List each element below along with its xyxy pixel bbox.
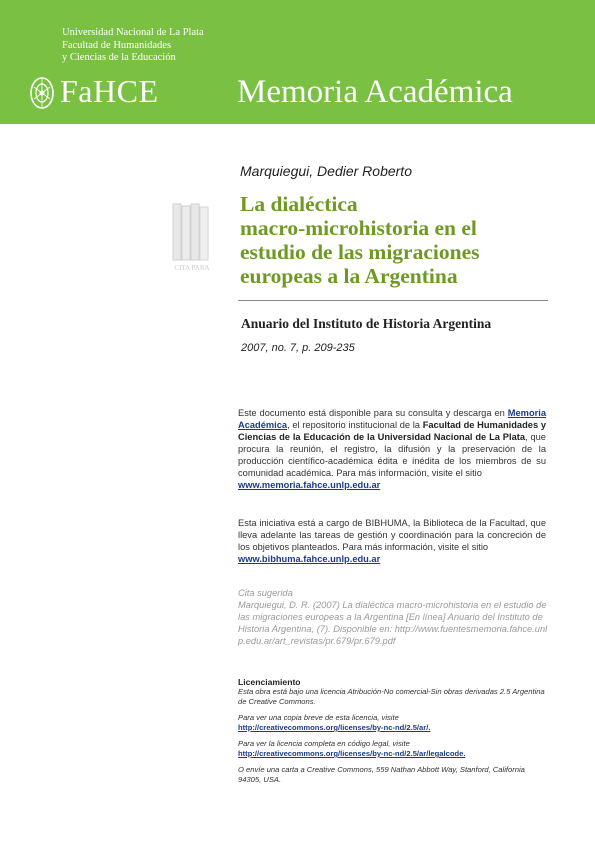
books-watermark-icon: [163, 202, 221, 272]
repository-title: Memoria Académica: [237, 74, 513, 110]
info-text: , que procura la reunión, el registro, la difusión y la preservación de la producción científico-académica édita e inédita de los miembros de su comunidad académica. Para más información, visite el sitio: [238, 432, 546, 478]
document-title: [240, 192, 560, 288]
suggested-citation-label: Cita sugerida: [238, 588, 293, 598]
bibhuma-url-link[interactable]: www.bibhuma.fahce.unlp.edu.ar: [238, 554, 381, 564]
memoria-link[interactable]: Memoria Académica: [238, 408, 546, 430]
header-banner: [0, 0, 595, 124]
license-short-link[interactable]: http://creativecommons.org/licenses/by-nc-nd/2.5/ar/.: [238, 723, 431, 732]
divider: [238, 300, 548, 301]
bibhuma-paragraph: [238, 517, 546, 565]
faculty-line-2: y Ciencias de la Educación: [62, 52, 176, 63]
license-text: Esta obra está bajo una licencia Atribución-No comercial-Sin obras derivadas 2.5 Argentina de Creative Commons.: [238, 687, 545, 706]
license-legal-text: Para ver la licencia completa en código legal, visite: [238, 739, 410, 748]
license-mail-text: O envíe una carta a Creative Commons, 559 Nathan Abbott Way, Stanford, California 94305, USA.: [238, 765, 525, 784]
faculty-line: Facultad de Humanidades: [62, 39, 172, 51]
fahce-logo: FaHCE: [60, 73, 159, 109]
title-line: estudio de las migraciones: [240, 240, 480, 264]
bibhuma-text: Esta iniciativa está a cargo de BIBHUMA, la Biblioteca de la Facultad, que lleva adelante las tareas de gestión y coordinación para la concreción de los objetivos planteados. Para más información, visite el sitio: [238, 518, 546, 552]
availability-paragraph: [238, 407, 546, 491]
license-heading: Licenciamiento: [238, 677, 301, 687]
title-line: macro-microhistoria en el: [240, 216, 477, 240]
info-text: Este documento está disponible para su consulta y descarga en: [238, 408, 508, 418]
university-name: [62, 27, 204, 65]
license-legal-link[interactable]: http://creativecommons.org/licenses/by-nc-nd/2.5/ar/legalcode.: [238, 749, 466, 758]
license-section: [238, 677, 550, 785]
university-seal-icon: [29, 73, 55, 111]
author: Marquiegui, Dedier Roberto: [240, 163, 412, 179]
title-line: La dialéctica: [240, 192, 358, 216]
journal-name: Anuario del Instituto de Historia Argentina: [241, 316, 492, 331]
university-line: Universidad Nacional de La Plata: [62, 27, 204, 38]
citation-details: 2007, no. 7, p. 209-235: [241, 342, 355, 354]
suggested-citation: [238, 587, 550, 647]
books-caption: CITA PARA: [174, 264, 210, 272]
memoria-url-link[interactable]: www.memoria.fahce.unlp.edu.ar: [238, 480, 381, 490]
title-line: europeas a la Argentina: [240, 264, 458, 288]
info-text: , el repositorio institucional de la: [287, 420, 423, 430]
faculty-name: Facultad de Humanidades y Ciencias de la Educación de la Universidad Nacional de La Plata: [238, 420, 546, 442]
license-short-text: Para ver una copia breve de esta licencia, visite: [238, 713, 399, 722]
suggested-citation-text: Marquiegui, D. R. (2007) La dialéctica macro-microhistoria en el estudio de las migraciones europeas a la Argentina [En línea] Anuario del Instituto de Historia Argentina, (7). Disponible en: http://www.fuentesmemoria.fahce.unlp.edu.ar/art_revistas/pr.679/pr.679.pdf: [238, 600, 548, 646]
